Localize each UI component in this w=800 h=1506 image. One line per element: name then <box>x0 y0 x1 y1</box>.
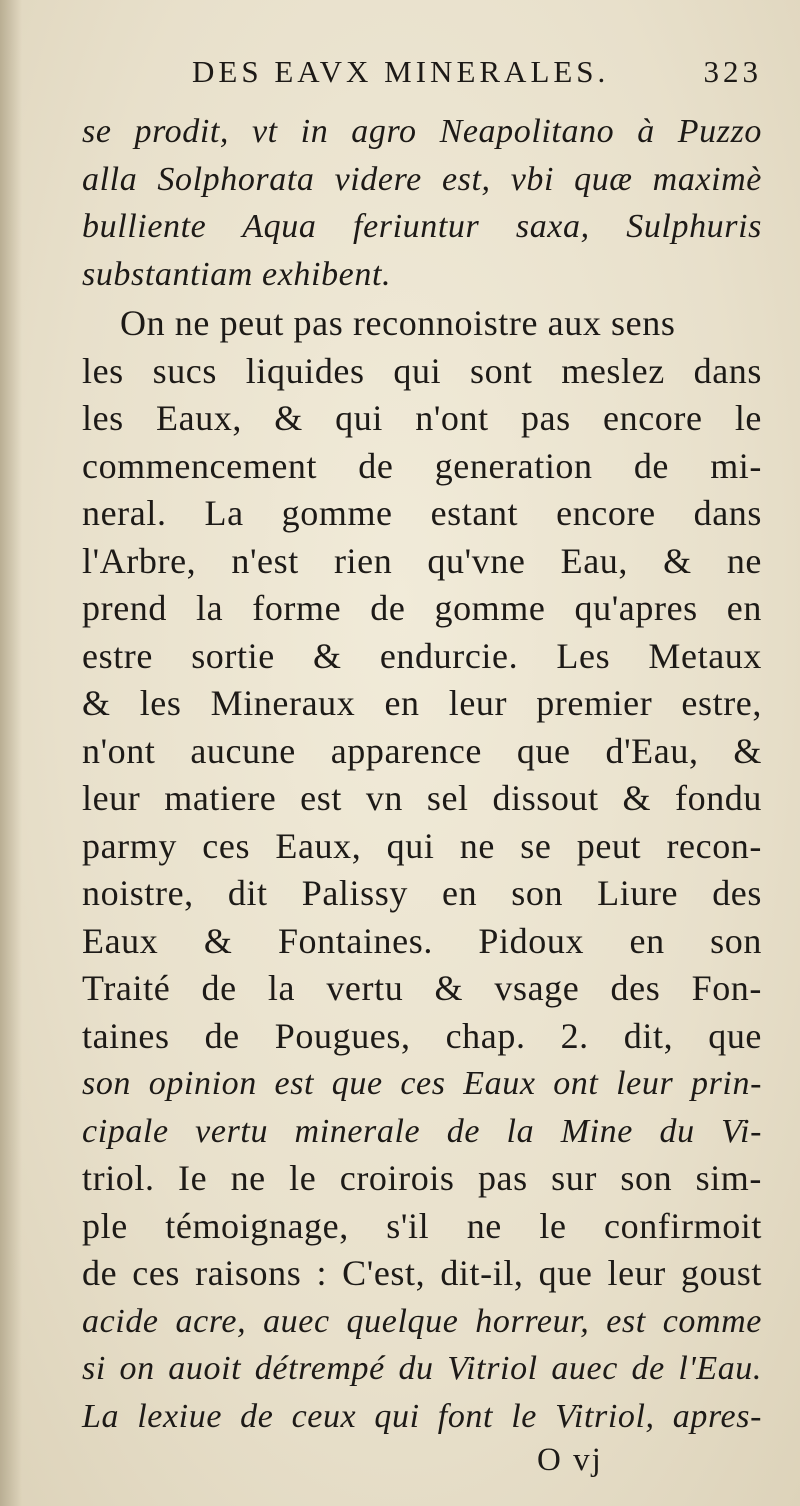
text-line: neral. La gomme estant encore dans <box>82 493 762 533</box>
text-line: son opinion est que ces Eaux ont leur prin- <box>82 1065 762 1102</box>
text-line: l'Arbre, n'est rien qu'vne Eau, & ne <box>82 540 762 581</box>
text-line: n'ont aucune apparence que d'Eau, & <box>82 730 762 771</box>
text-line: les sucs liquides qui sont meslez dans <box>82 350 762 391</box>
text-line: cipale vertu minerale de la Mine du Vi- <box>82 1112 762 1150</box>
text-line: Traité de la vertu & vsage des Fon- <box>82 968 762 1008</box>
text-line: La lexiue de ceux qui font le Vitriol, apres- <box>82 1397 762 1435</box>
text-line: Eaux & Fontaines. Pidoux en son <box>82 920 762 961</box>
text-line: commencement de generation de mi- <box>82 445 762 486</box>
text-line: ple témoignage, s'il ne le confirmoit <box>82 1205 762 1246</box>
page-number: 323 <box>703 54 762 89</box>
text-line: alla Solphorata videre est, vbi quæ maximè <box>82 160 762 198</box>
text-line: se prodit, vt in agro Neapolitano à Puzzo <box>82 113 762 150</box>
text-line: noistre, dit Palissy en son Liure des <box>82 873 762 913</box>
text-line: les Eaux, & qui n'ont pas encore le <box>82 398 762 438</box>
text-line: si on auoit détrempé du Vitriol auec de l'Eau. <box>82 1350 762 1387</box>
running-title: DES EAVX MINERALES. <box>192 54 610 89</box>
text-line: leur matiere est vn sel dissout & fondu <box>82 778 762 818</box>
signature-row <box>82 1440 762 1490</box>
paragraph-first-line: On ne peut pas reconnoistre aux sens <box>120 303 676 343</box>
text-line: parmy ces Eaux, qui ne se peut recon- <box>82 825 762 866</box>
text-line: & les Mineraux en leur premier estre, <box>82 683 762 723</box>
text-line: estre sortie & endurcie. Les Metaux <box>82 635 762 676</box>
running-head <box>82 52 762 108</box>
text-line: prend la forme de gomme qu'apres en <box>82 588 762 628</box>
text-line: taines de Pougues, chap. 2. dit, que <box>82 1015 762 1056</box>
signature-mark: O vj <box>537 1442 603 1478</box>
text-line: de ces raisons : C'est, dit-il, que leur goust <box>82 1253 762 1293</box>
text-line: substantiam exhibent. <box>82 255 392 293</box>
text-block <box>82 52 762 1490</box>
text-line: triol. Ie ne le croirois pas sur son sim- <box>82 1158 762 1198</box>
text-line: bulliente Aqua feriuntur saxa, Sulphuris <box>82 208 762 245</box>
page-gutter-shadow <box>0 0 22 1506</box>
text-line: acide acre, auec quelque horreur, est comme <box>82 1302 762 1340</box>
